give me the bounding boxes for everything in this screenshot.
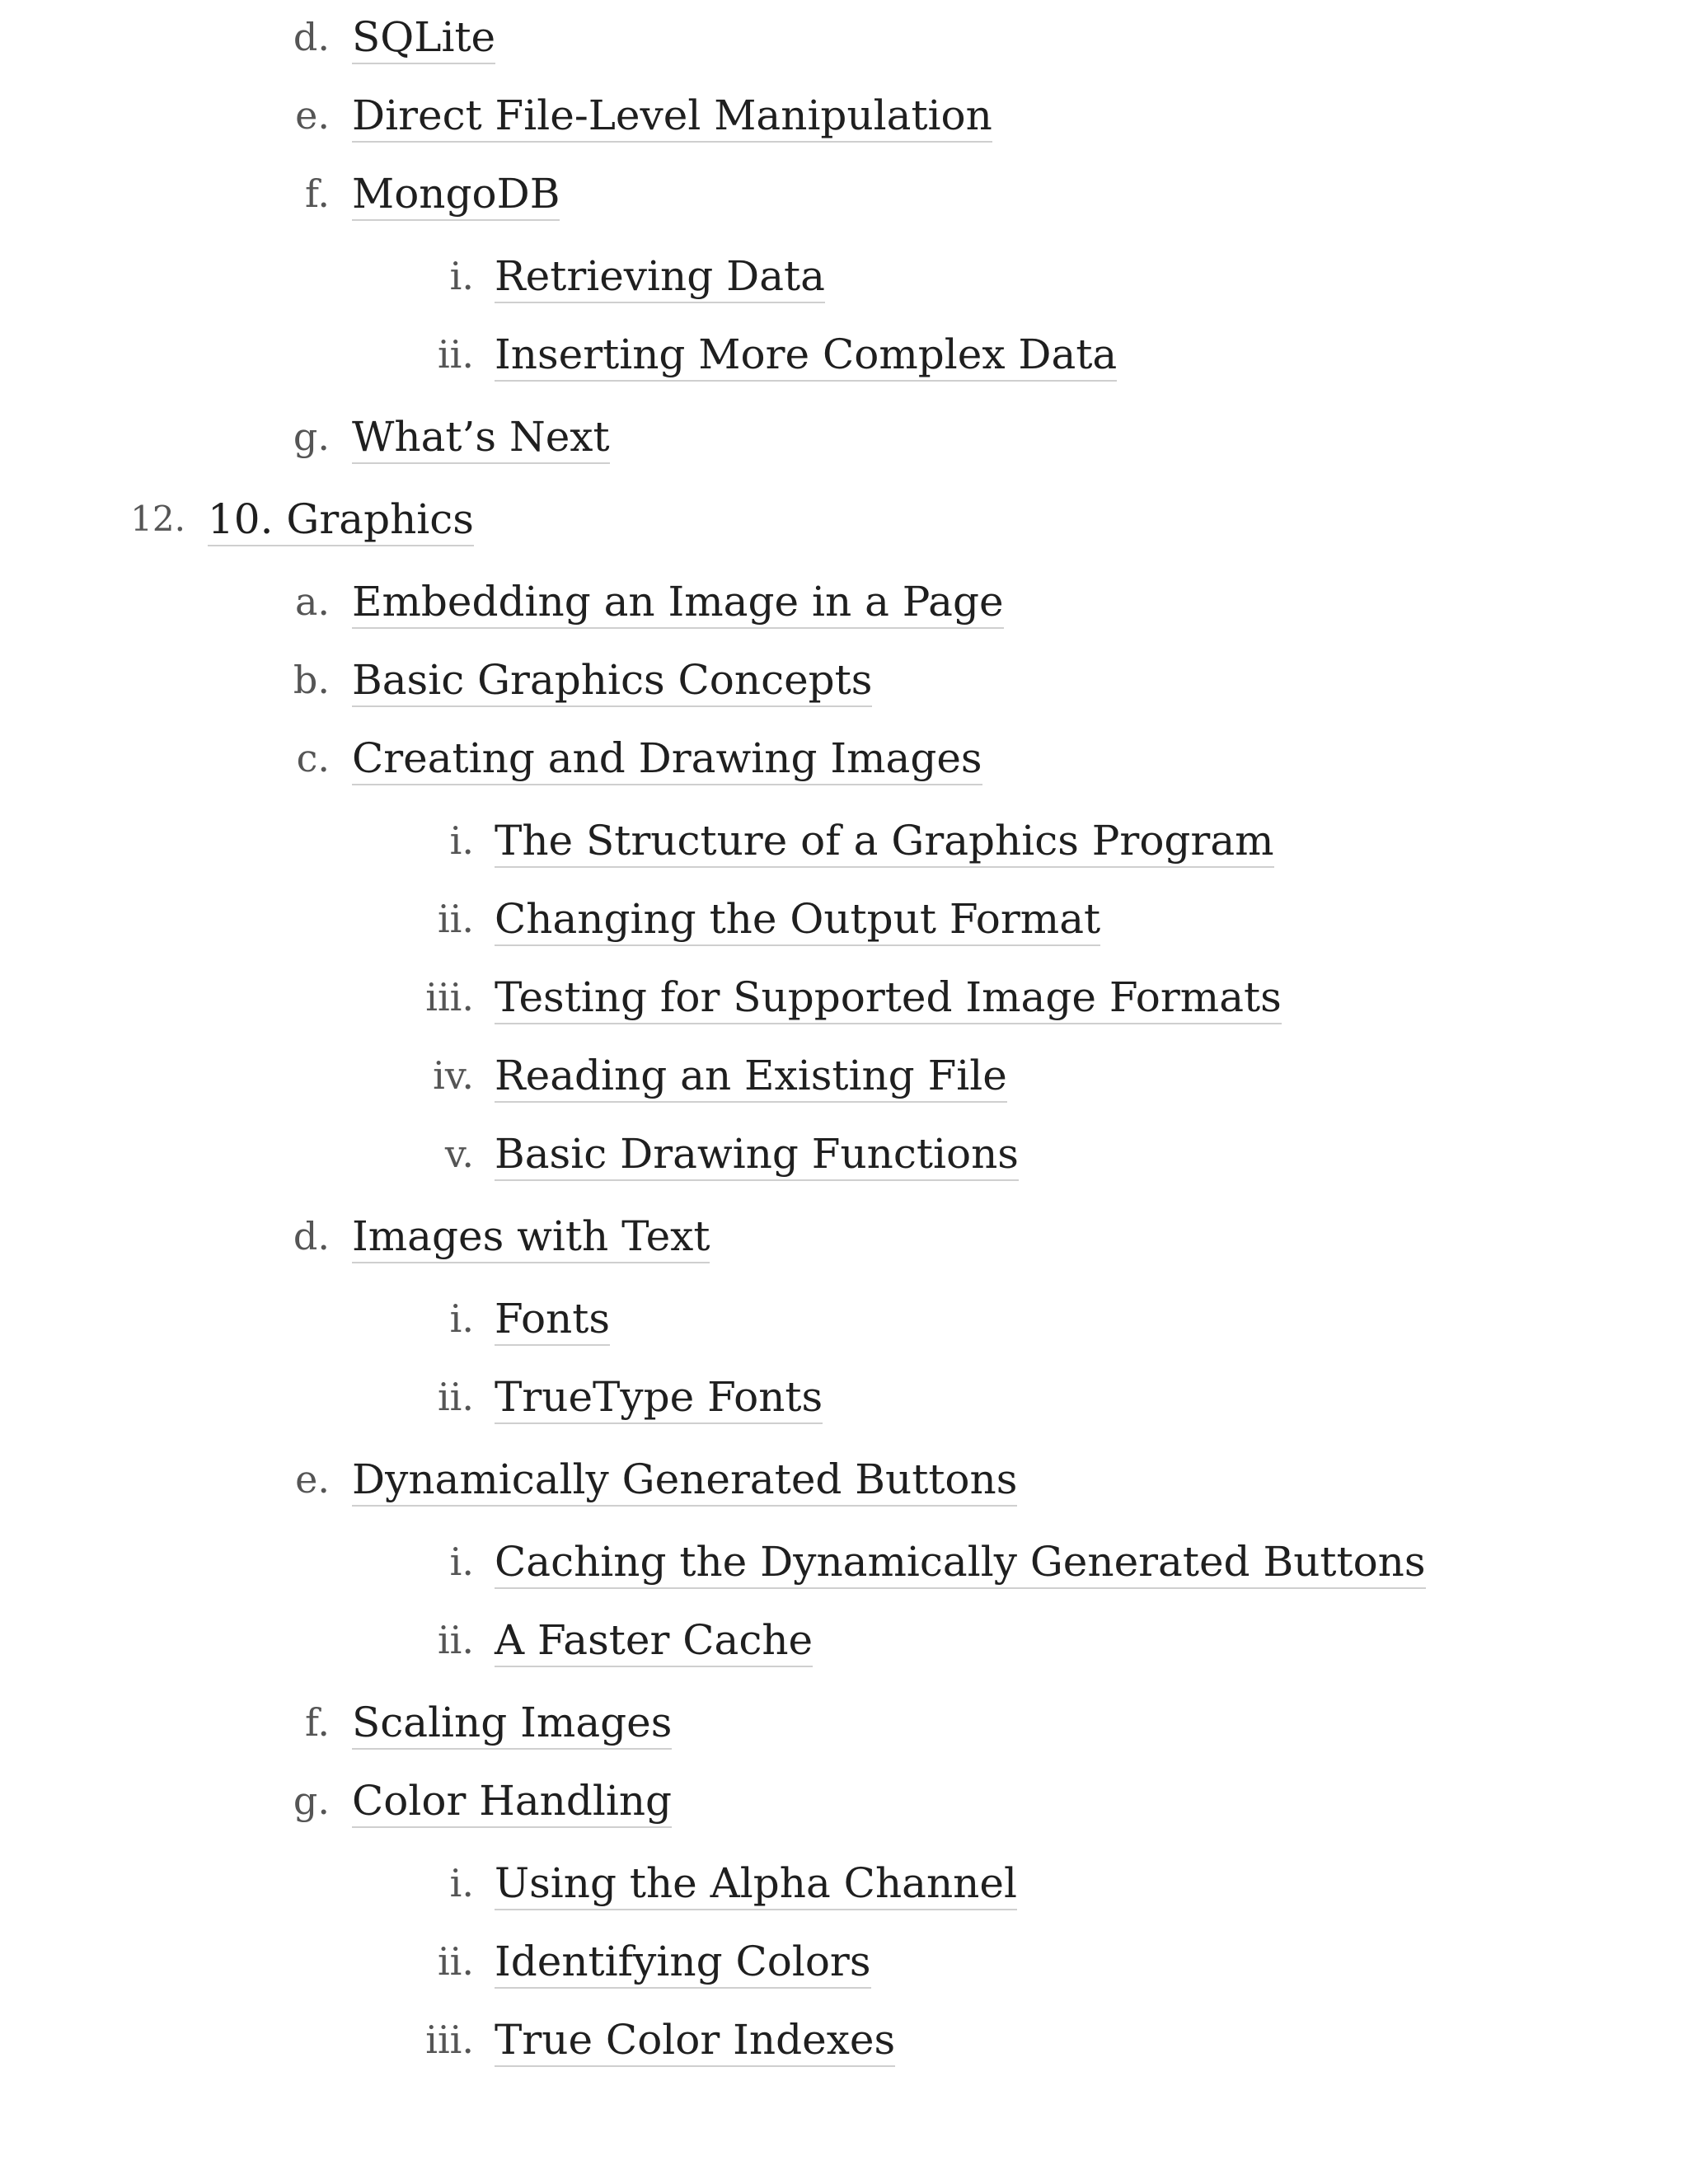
list-marker: e. xyxy=(295,1457,330,1502)
list-marker: i. xyxy=(449,1540,474,1584)
toc-link[interactable]: The Structure of a Graphics Program xyxy=(495,817,1274,868)
list-marker: f. xyxy=(304,1700,330,1745)
toc-link[interactable]: Using the Alpha Channel xyxy=(495,1859,1017,1910)
list-marker: ii. xyxy=(437,897,474,941)
toc-link[interactable]: Caching the Dynamically Generated Buttons xyxy=(495,1538,1426,1589)
list-marker: ii. xyxy=(437,1375,474,1419)
toc-link[interactable]: Testing for Supported Image Formats xyxy=(495,973,1282,1024)
list-marker: f. xyxy=(304,171,330,216)
list-marker: ii. xyxy=(437,1618,474,1662)
list-marker: a. xyxy=(294,579,330,624)
list-marker: g. xyxy=(293,415,330,459)
toc-link[interactable]: Fonts xyxy=(495,1295,610,1346)
list-marker: iii. xyxy=(425,975,474,1019)
list-marker: g. xyxy=(293,1779,330,1823)
list-marker: v. xyxy=(444,1132,474,1176)
toc-link[interactable]: Direct File-Level Manipulation xyxy=(352,91,992,143)
toc-link[interactable]: 10. Graphics xyxy=(208,495,474,546)
toc-link[interactable]: MongoDB xyxy=(352,170,560,221)
list-marker: i. xyxy=(449,254,474,298)
toc-link[interactable]: Embedding an Image in a Page xyxy=(352,578,1004,629)
list-marker: e. xyxy=(295,93,330,138)
list-marker: d. xyxy=(293,15,330,59)
toc-link[interactable]: Basic Drawing Functions xyxy=(495,1130,1019,1181)
toc-link[interactable]: Dynamically Generated Buttons xyxy=(352,1455,1017,1507)
toc-link[interactable]: Reading an Existing File xyxy=(495,1052,1007,1103)
toc-link[interactable]: Retrieving Data xyxy=(495,252,825,303)
toc-link[interactable]: Basic Graphics Concepts xyxy=(352,656,872,707)
list-marker: i. xyxy=(449,818,474,863)
toc-link[interactable]: A Faster Cache xyxy=(495,1616,813,1667)
toc-link[interactable]: Inserting More Complex Data xyxy=(495,330,1117,382)
toc-link[interactable]: What’s Next xyxy=(352,413,610,464)
list-marker: i. xyxy=(449,1296,474,1341)
toc-link[interactable]: Identifying Colors xyxy=(495,1938,871,1989)
toc-link[interactable]: Color Handling xyxy=(352,1777,672,1828)
toc-link[interactable]: Creating and Drawing Images xyxy=(352,734,982,785)
toc-link[interactable]: Changing the Output Format xyxy=(495,895,1100,946)
list-marker: b. xyxy=(293,658,330,702)
list-marker: iii. xyxy=(425,2018,474,2062)
toc-link[interactable]: Images with Text xyxy=(352,1212,710,1263)
list-marker: 12. xyxy=(130,499,185,539)
toc-link[interactable]: TrueType Fonts xyxy=(495,1373,823,1424)
list-marker: ii. xyxy=(437,1939,474,1984)
list-marker: iv. xyxy=(433,1053,474,1098)
list-marker: c. xyxy=(296,736,330,780)
list-marker: ii. xyxy=(437,332,474,377)
toc-link[interactable]: True Color Indexes xyxy=(495,2016,895,2067)
toc-link[interactable]: Scaling Images xyxy=(352,1699,672,1750)
list-marker: i. xyxy=(449,1861,474,1905)
list-marker: d. xyxy=(293,1214,330,1258)
toc-link[interactable]: SQLite xyxy=(352,13,495,64)
